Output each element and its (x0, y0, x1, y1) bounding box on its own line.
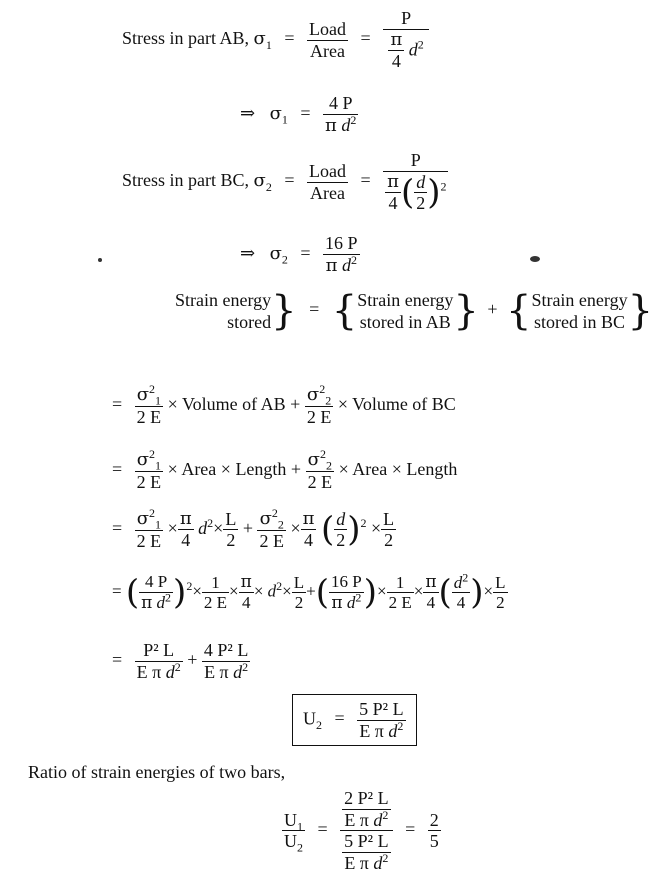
ratio-label: Ratio of strain energies of two bars, (28, 762, 286, 782)
u2-boxed-result: $U_2$ = $\frac{\text{5 P² L}}{E \pi d^2}$ (292, 694, 417, 746)
sigma1-result-line: ⇒ $\sigma_1$ = $\frac{4 P}{\pi d^2}$ (240, 93, 357, 136)
ratio-equation: $\frac{U_1}{U_2}$ = $\frac{\frac{\text{2 P² L}}{E \pi d^2}}{\frac{\text{5 P² L}}{E \pi d^2}}$ = $\frac{2}{5}$ (284, 788, 439, 874)
sigma2-fraction: $\frac{16 P}{\pi d^2}$ (325, 233, 358, 276)
expansion-line: = ( $\frac{4 P}{\pi d^2}$ )$^2$× $\frac{1}{2 E}$ × $\frac{\pi}{4}$ × $d^2\times$ $\frac{L}{2}$ +( $\frac{16 P}{\pi d^2}$ )× $\frac{1}{2 E}$ × $\frac{\pi}{4}$ ( $\frac{d^2}{4}$ )× $\frac{L}{2}$ (112, 569, 506, 613)
sigma1-fraction: $\frac{4 P}{\pi d^2}$ (325, 93, 357, 136)
p-over-area-bc-fraction: P $\frac{\pi}{4}$ ( $\frac{d}{2}$ )$^2$ (383, 150, 448, 214)
stress-ab-label: Stress in part AB, (122, 28, 250, 49)
load-area-fraction: $\frac{\text{Load}}{\text{Area}}$ (308, 18, 346, 61)
strain-energy-line: Strain energy stored } = { Strain energy stored in AB } + { Strain energy stored in BC } (175, 288, 653, 334)
subscript: 1 (265, 37, 272, 52)
volume-line: = $\frac{\sigma^2_1}{2 E}$ × Volume of AB + $\frac{\sigma^2_2}{2 E}$ × Volume of BC (112, 382, 456, 427)
p-over-area-fraction: P $\frac{\pi}{4}$ $d^2$ (383, 8, 429, 72)
sum-line: = $\frac{\text{P² L}}{E \pi d^2}$ + $\frac{\text{4 P² L}}{E \pi d^2}$ (112, 640, 249, 682)
stress-bc-label: Stress in part BC, (122, 170, 250, 191)
stress-ab-line: Stress in part AB, $\sigma_1$ = $\frac{\text{Load}}{\text{Area}}$ = P $\frac{\pi}{4}$ $d^2$ (122, 8, 429, 72)
substitution-line: = $\frac{\sigma^2_1}{2 E}$ × $\frac{\pi}{4}$ $d^2\times$ $\frac{L}{2}$ + $\frac{\sigma^2_2}{2 E}$ × $\frac{\pi}{4}$ ( $\frac{d}{2}$ )$^2$ × $\frac{L}{2}$ (112, 506, 395, 551)
area-length-line: = $\frac{\sigma^2_1}{2 E}$ × Area × Length + $\frac{\sigma^2_2}{2 E}$ × Area × Length (112, 447, 458, 492)
scan-speck (530, 256, 540, 262)
sigma-symbol: σ (253, 28, 266, 50)
stress-bc-line: Stress in part BC, $\sigma_2$ = $\frac{\text{Load}}{\text{Area}}$ = P $\frac{\pi}{4}$ ( $\frac{d}{2}$ )$^2$ (122, 150, 447, 214)
sigma2-result-line: ⇒ $\sigma_2$ = $\frac{16 P}{\pi d^2}$ (240, 233, 358, 276)
scan-speck (98, 258, 102, 262)
